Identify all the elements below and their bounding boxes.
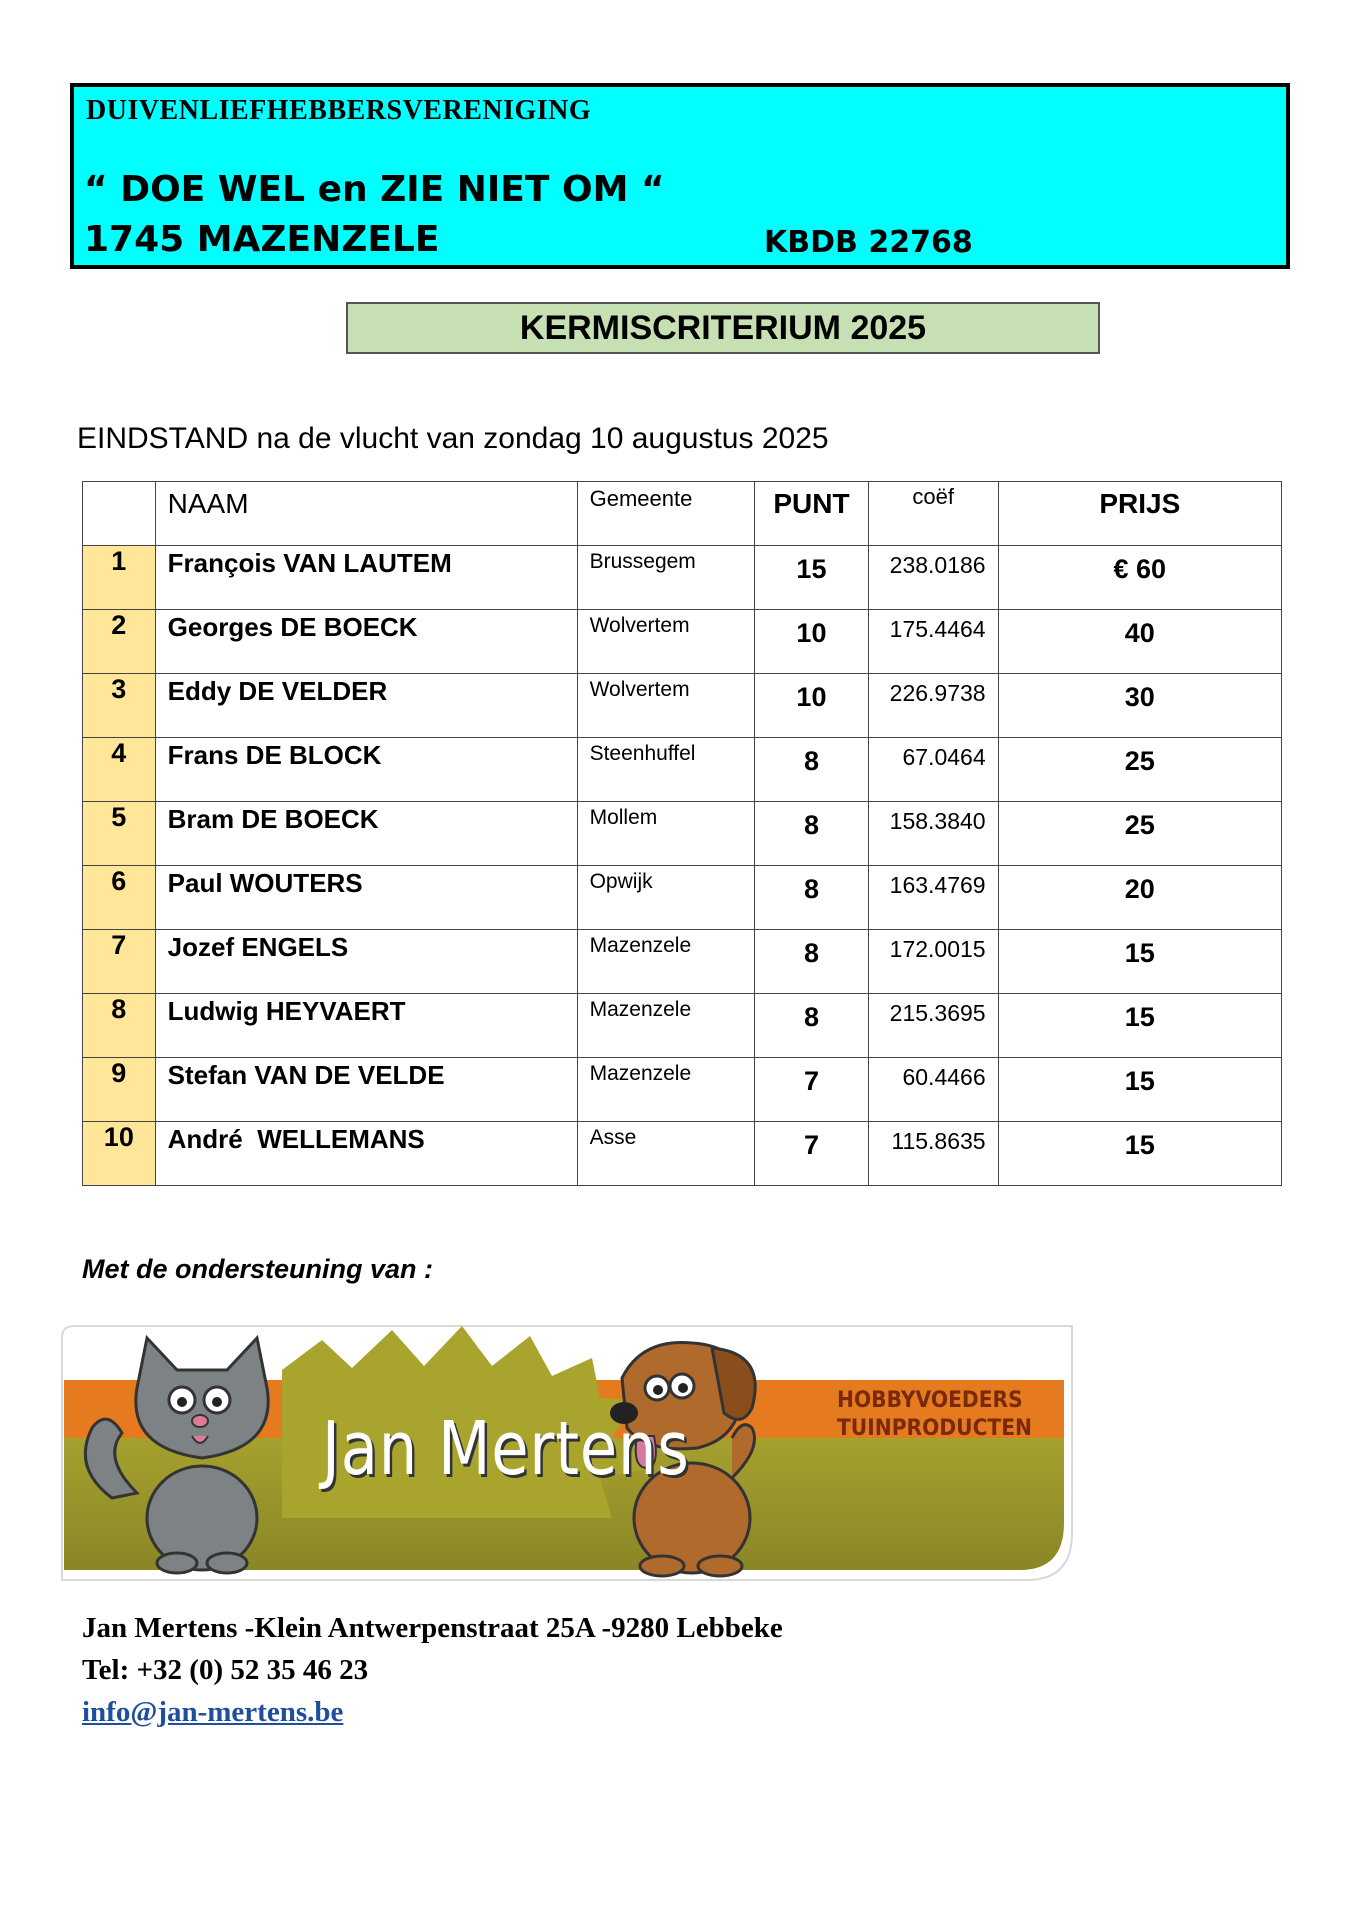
table-row	[83, 546, 1282, 610]
prijs-cell	[998, 738, 1281, 802]
header-rank	[83, 482, 156, 546]
naam-cell	[155, 610, 577, 674]
punt-cell	[755, 546, 869, 610]
rank-cell: 2	[83, 610, 156, 674]
header-prijs	[998, 482, 1281, 546]
coef-cell	[868, 802, 998, 866]
header-punt	[755, 482, 869, 546]
coef-value: 115.8635	[891, 1128, 986, 1154]
naam-cell	[155, 802, 577, 866]
punt-cell	[755, 674, 869, 738]
naam-cell	[155, 930, 577, 994]
sponsor-address: Jan Mertens -Klein Antwerpenstraat 25A -9280 Lebbeke	[82, 1612, 783, 1644]
subtitle: EINDSTAND na de vlucht van zondag 10 augustus 2025	[77, 422, 829, 455]
gemeente-cell	[577, 738, 755, 802]
coef-value: 172.0015	[889, 936, 986, 962]
table-row	[83, 866, 1282, 930]
sponsor-logo-tagline-2: TUINPRODUCTEN	[837, 1416, 1033, 1441]
punt-cell	[755, 994, 869, 1058]
rank-cell: 4	[83, 738, 156, 802]
club-header	[70, 83, 1290, 269]
naam-cell	[155, 546, 577, 610]
prijs-value: 25	[1124, 810, 1155, 840]
punt-cell	[755, 738, 869, 802]
coef-cell	[868, 674, 998, 738]
prijs-value: 15	[1124, 1066, 1155, 1096]
rank-cell: 6	[83, 866, 156, 930]
header-naam	[155, 482, 577, 546]
club-type: DUIVENLIEFHEBBERSVERENIGING	[86, 95, 592, 126]
prijs-value: 15	[1124, 1002, 1155, 1032]
punt-value: 8	[803, 810, 819, 840]
header-prijs-label: PRIJS	[1099, 488, 1181, 519]
gemeente-value: Brussegem	[589, 550, 696, 573]
punt-value: 8	[803, 1002, 819, 1032]
gemeente-cell	[577, 802, 755, 866]
page-title: KERMISCRITERIUM 2025	[346, 302, 1100, 354]
coef-value: 158.3840	[889, 808, 986, 834]
prijs-cell	[998, 546, 1281, 610]
punt-value: 10	[796, 618, 827, 648]
table-row	[83, 674, 1282, 738]
naam-value: Jozef ENGELS	[167, 932, 349, 962]
gemeente-value: Mollem	[589, 806, 658, 829]
prijs-cell	[998, 1122, 1281, 1186]
gemeente-value: Mazenzele	[589, 1062, 692, 1085]
prijs-value: 15	[1124, 938, 1155, 968]
prijs-value: 20	[1124, 874, 1155, 904]
kbdb-number: KBDB 22768	[764, 225, 973, 260]
gemeente-cell	[577, 866, 755, 930]
naam-cell	[155, 1058, 577, 1122]
naam-value: Georges DE BOECK	[167, 612, 418, 642]
prijs-cell	[998, 802, 1281, 866]
punt-value: 8	[803, 746, 819, 776]
punt-value: 8	[803, 874, 819, 904]
gemeente-value: Wolvertem	[589, 614, 690, 637]
punt-cell	[755, 930, 869, 994]
rank-cell: 7	[83, 930, 156, 994]
prijs-cell	[998, 994, 1281, 1058]
punt-value: 7	[803, 1066, 819, 1096]
naam-value: Paul WOUTERS	[167, 868, 363, 898]
coef-value: 60.4466	[902, 1064, 986, 1090]
punt-value: 8	[803, 938, 819, 968]
gemeente-cell	[577, 546, 755, 610]
header-coef	[868, 482, 998, 546]
coef-value: 67.0464	[902, 744, 986, 770]
coef-cell	[868, 994, 998, 1058]
gemeente-value: Mazenzele	[589, 998, 692, 1021]
gemeente-cell	[577, 994, 755, 1058]
punt-value: 10	[796, 682, 827, 712]
table-row	[83, 930, 1282, 994]
table-row	[83, 610, 1282, 674]
prijs-value: 15	[1124, 1130, 1155, 1160]
support-text: Met de ondersteuning van :	[82, 1254, 434, 1284]
punt-cell	[755, 802, 869, 866]
club-city: 1745 MAZENZELE	[84, 219, 440, 260]
sponsor-logo-tagline-1: HOBBYVOEDERS	[837, 1388, 1023, 1413]
naam-cell	[155, 738, 577, 802]
table-row	[83, 802, 1282, 866]
naam-value: Bram DE BOECK	[167, 804, 379, 834]
rank-cell: 8	[83, 994, 156, 1058]
gemeente-cell	[577, 610, 755, 674]
prijs-cell	[998, 866, 1281, 930]
gemeente-cell	[577, 1058, 755, 1122]
coef-cell	[868, 930, 998, 994]
coef-value: 226.9738	[889, 680, 986, 706]
coef-cell	[868, 1058, 998, 1122]
sponsor-logo	[52, 1318, 1086, 1586]
punt-value: 7	[803, 1130, 819, 1160]
rank-cell: 1	[83, 546, 156, 610]
gemeente-value: Wolvertem	[589, 678, 690, 701]
gemeente-cell	[577, 1122, 755, 1186]
table-row	[83, 1058, 1282, 1122]
gemeente-value: Asse	[589, 1126, 637, 1149]
gemeente-value: Steenhuffel	[589, 742, 696, 765]
table-row	[83, 1122, 1282, 1186]
rank-cell: 3	[83, 674, 156, 738]
header-coef-label: coëf	[912, 484, 954, 509]
naam-cell	[155, 994, 577, 1058]
gemeente-cell	[577, 930, 755, 994]
coef-cell	[868, 866, 998, 930]
sponsor-email-link[interactable]: info@jan-mertens.be	[82, 1696, 344, 1728]
sponsor-logo-name: Jan Mertens	[322, 1406, 690, 1492]
punt-cell	[755, 866, 869, 930]
prijs-cell	[998, 610, 1281, 674]
coef-cell	[868, 610, 998, 674]
naam-value: Eddy DE VELDER	[167, 676, 388, 706]
prijs-cell	[998, 1058, 1281, 1122]
gemeente-value: Mazenzele	[589, 934, 692, 957]
table-row	[83, 994, 1282, 1058]
header-gemeente-label: Gemeente	[589, 486, 693, 511]
coef-cell	[868, 1122, 998, 1186]
punt-cell	[755, 610, 869, 674]
rank-cell: 10	[83, 1122, 156, 1186]
punt-cell	[755, 1058, 869, 1122]
table-header-row	[83, 482, 1282, 546]
gemeente-cell	[577, 674, 755, 738]
naam-cell	[155, 1122, 577, 1186]
prijs-value: 30	[1124, 682, 1155, 712]
naam-value: André WELLEMANS	[167, 1124, 425, 1154]
coef-value: 175.4464	[889, 616, 986, 642]
club-name: “ DOE WEL en ZIE NIET OM “	[84, 169, 665, 210]
prijs-value: 25	[1124, 746, 1155, 776]
rank-cell: 9	[83, 1058, 156, 1122]
table-row	[83, 738, 1282, 802]
sponsor-phone: Tel: +32 (0) 52 35 46 23	[82, 1654, 369, 1686]
gemeente-value: Opwijk	[589, 870, 653, 893]
naam-value: Ludwig HEYVAERT	[167, 996, 406, 1026]
header-punt-label: PUNT	[773, 488, 850, 519]
punt-cell	[755, 1122, 869, 1186]
prijs-cell	[998, 674, 1281, 738]
coef-cell	[868, 738, 998, 802]
punt-value: 15	[796, 554, 827, 584]
naam-cell	[155, 866, 577, 930]
prijs-value: 40	[1124, 618, 1155, 648]
naam-value: Stefan VAN DE VELDE	[167, 1060, 445, 1090]
header-naam-label: NAAM	[167, 488, 249, 519]
naam-value: François VAN LAUTEM	[167, 548, 452, 578]
prijs-value: € 60	[1113, 554, 1167, 584]
coef-value: 238.0186	[889, 552, 986, 578]
naam-value: Frans DE BLOCK	[167, 740, 382, 770]
coef-value: 215.3695	[889, 1000, 986, 1026]
header-gemeente	[577, 482, 755, 546]
coef-cell	[868, 546, 998, 610]
naam-cell	[155, 674, 577, 738]
prijs-cell	[998, 930, 1281, 994]
coef-value: 163.4769	[889, 872, 986, 898]
results-table	[82, 481, 1282, 1186]
rank-cell: 5	[83, 802, 156, 866]
